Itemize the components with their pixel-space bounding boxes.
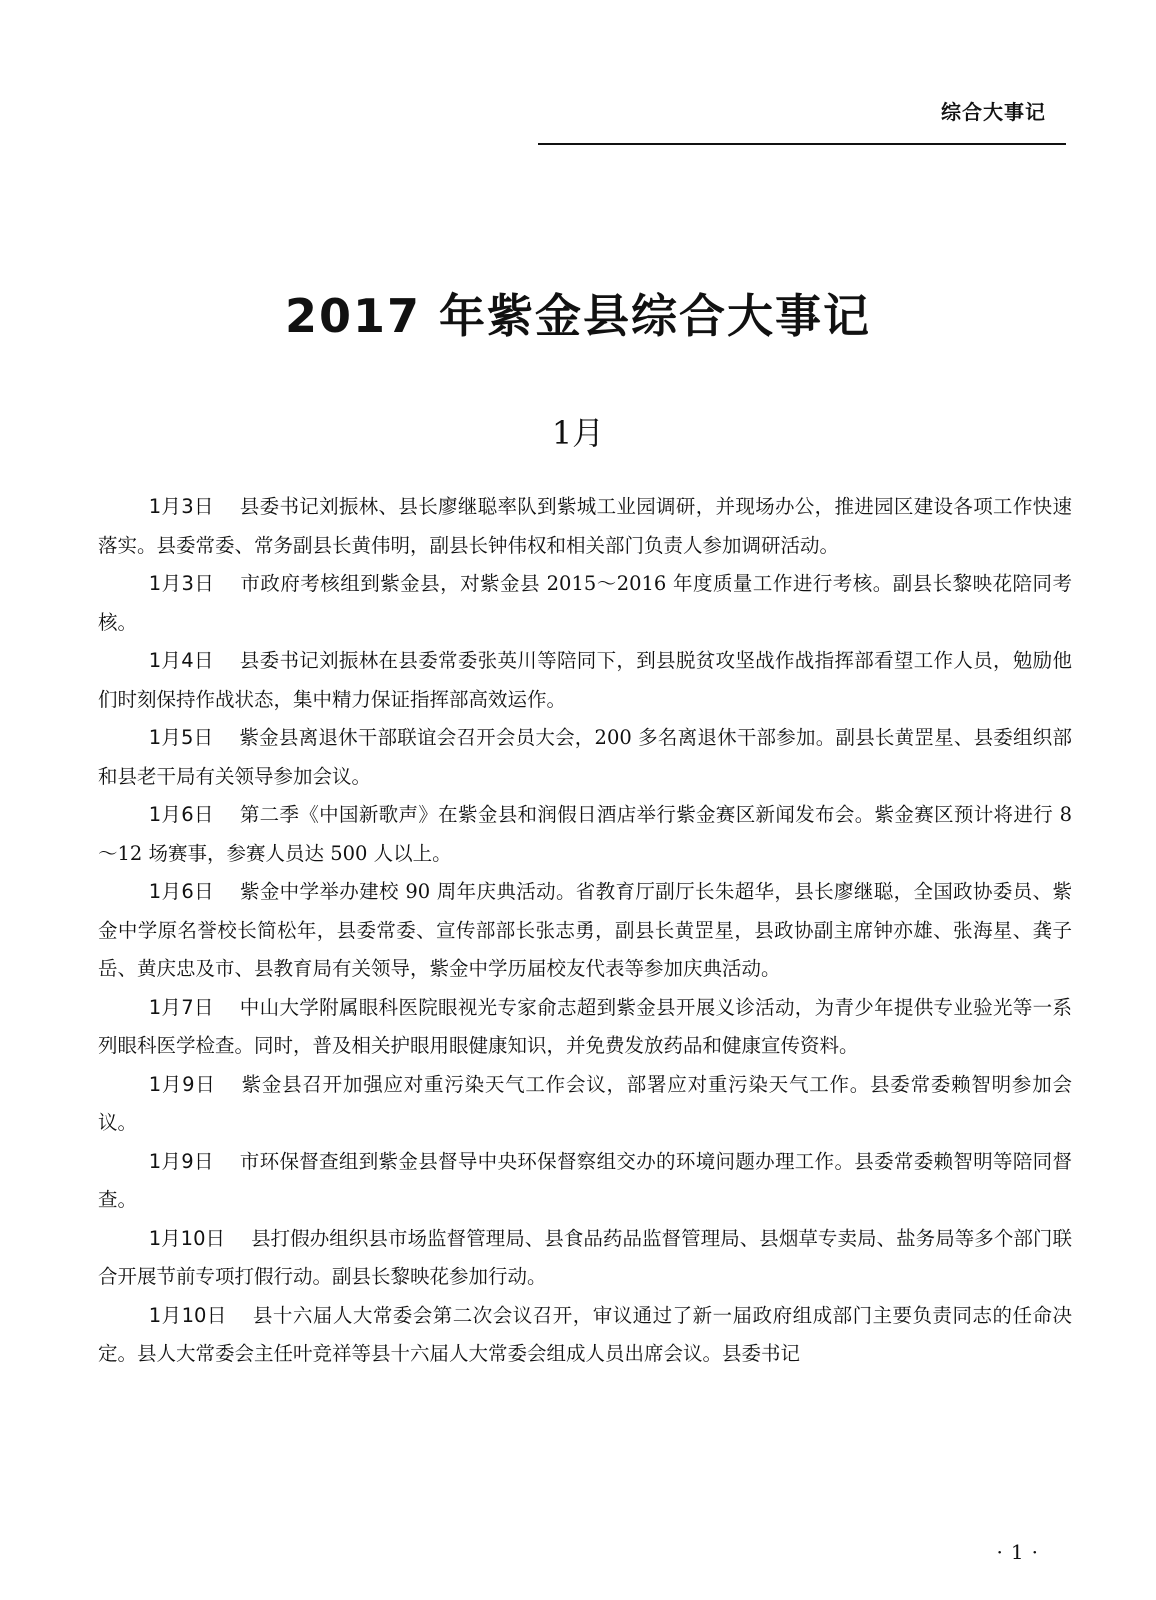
header-rule [538, 143, 1066, 145]
event-date: 1月5日 [148, 726, 214, 749]
event-list [98, 488, 1072, 1374]
event-date: 1月10日 [148, 1303, 227, 1327]
event-entry [98, 989, 1072, 1066]
event-date: 1月10日 [148, 1226, 226, 1250]
event-entry [98, 642, 1072, 719]
event-text: 紫金县召开加强应对重污染天气工作会议，部署应对重污染天气工作。县委常委赖智明参加会议。 [98, 1072, 1072, 1134]
event-entry [98, 1297, 1072, 1374]
event-text: 中山大学附属眼科医院眼视光专家俞志超到紫金县开展义诊活动，为青少年提供专业验光等一系列眼科医学检查。同时，普及相关护眼用眼健康知识，并免费发放药品和健康宣传资料。 [98, 995, 1072, 1057]
event-entry [98, 796, 1072, 873]
event-entry [98, 1066, 1072, 1143]
event-date: 1月7日 [148, 995, 214, 1019]
event-date: 1月9日 [148, 1149, 214, 1173]
event-date: 1月3日 [148, 495, 214, 518]
event-entry [98, 488, 1072, 565]
event-text: 第二季《中国新歌声》在紫金县和润假日酒店举行紫金赛区新闻发布会。紫金赛区预计将进行 8～12 场赛事，参赛人员达 500 人以上。 [98, 803, 1072, 865]
event-text: 市政府考核组到紫金县，对紫金县 2015～2016 年度质量工作进行考核。副县长黎映花陪同考核。 [98, 572, 1072, 634]
event-entry [98, 873, 1072, 989]
page-number: ·1· [996, 1540, 1046, 1564]
event-text: 紫金县离退休干部联谊会召开会员大会，200 多名离退休干部参加。副县长黄罡星、县委组织部和县老干局有关领导参加会议。 [98, 726, 1072, 788]
event-date: 1月6日 [148, 803, 214, 826]
event-text: 县委书记刘振林在县委常委张英川等陪同下，到县脱贫攻坚战作战指挥部看望工作人员，勉励他们时刻保持作战状态，集中精力保证指挥部高效运作。 [98, 649, 1072, 711]
page-title: 2017 年紫金县综合大事记 [284, 289, 872, 343]
event-text: 紫金中学举办建校 90 周年庆典活动。省教育厅副厅长朱超华，县长廖继聪，全国政协委员、紫金中学原名誉校长简松年，县委常委、宣传部部长张志勇，副县长黄罡星，县政协副主席钟亦雄、张海星、龚子岳、黄庆忠及市、县教育局有关领导，紫金中学历届校友代表等参加庆典活动。 [98, 880, 1072, 980]
event-date: 1月3日 [148, 572, 215, 595]
event-text: 县打假办组织县市场监督管理局、县食品药品监督管理局、县烟草专卖局、盐务局等多个部门联合开展节前专项打假行动。副县长黎映花参加行动。 [98, 1226, 1072, 1288]
running-header: 综合大事记 [941, 100, 1046, 124]
event-text: 县委书记刘振林、县长廖继聪率队到紫城工业园调研，并现场办公，推进园区建设各项工作快速落实。县委常委、常务副县长黄伟明，副县长钟伟权和相关部门负责人参加调研活动。 [98, 495, 1072, 557]
event-date: 1月4日 [148, 649, 214, 672]
event-entry [98, 1143, 1072, 1220]
event-text: 市环保督查组到紫金县督导中央环保督察组交办的环境问题办理工作。县委常委赖智明等陪同督查。 [98, 1149, 1072, 1211]
month-heading: 1月 [551, 414, 605, 452]
event-date: 1月9日 [148, 1072, 216, 1096]
event-text: 县十六届人大常委会第二次会议召开，审议通过了新一届政府组成部门主要负责同志的任命决定。县人大常委会主任叶竞祥等县十六届人大常委会组成人员出席会议。县委书记 [98, 1303, 1072, 1365]
event-date: 1月6日 [148, 880, 214, 903]
event-entry [98, 1220, 1072, 1297]
event-entry [98, 719, 1072, 796]
event-entry [98, 565, 1072, 642]
